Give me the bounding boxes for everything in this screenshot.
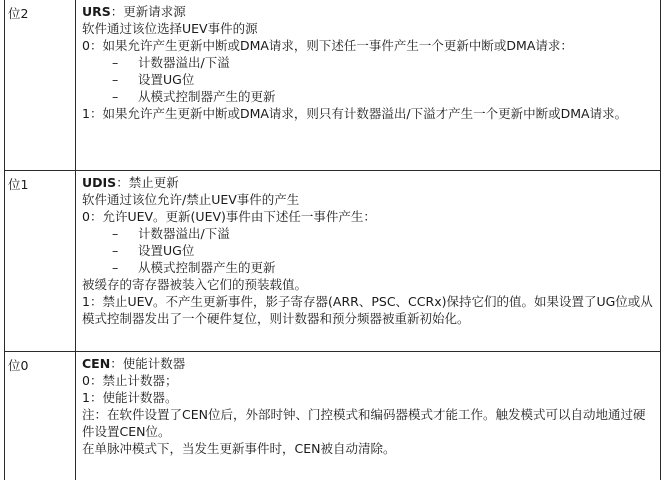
desc-line: 1：禁止UEV。不产生更新事件，影子寄存器(ARR、PSC、CCRx)保持它们的值。如果设置了UG位或从模式控制器发出了一个硬件复位，则计数器和预分频器被重新初始化。	[82, 294, 653, 326]
desc-line: 软件通过该位允许/禁止UEV事件的产生	[82, 192, 300, 207]
bit-name: URS	[82, 4, 111, 19]
bullet-item	[82, 88, 654, 105]
bit-title-text: ：使能计数器	[110, 356, 186, 371]
bullet-item	[82, 54, 654, 71]
bullet-dash: –	[112, 72, 119, 87]
bullet-text: 从模式控制器产生的更新	[138, 89, 276, 104]
bit-description	[76, 352, 660, 480]
desc-line: 在单脉冲模式下，当发生更新事件时，CEN被自动清除。	[82, 441, 396, 456]
bit-number: 位2	[5, 0, 76, 170]
bullet-text: 设置UG位	[138, 72, 195, 87]
register-bit-table	[4, 0, 661, 480]
bit-title	[82, 174, 654, 191]
table-row-bit2	[5, 0, 660, 171]
bit-name: UDIS	[82, 175, 117, 190]
bit-number: 位0	[5, 352, 76, 480]
bullet-item	[82, 71, 654, 88]
bullet-dash: –	[112, 243, 119, 258]
desc-line: 被缓存的寄存器被装入它们的预装载值。	[82, 277, 308, 292]
bullet-dash: –	[112, 260, 119, 275]
bullet-dash: –	[112, 226, 119, 241]
bullet-item	[82, 225, 654, 242]
desc-line: 0：如果允许产生更新中断或DMA请求，则下述任一事件产生一个更新中断或DMA请求：	[82, 38, 573, 53]
table-row-bit1	[5, 171, 660, 352]
bullet-text: 从模式控制器产生的更新	[138, 260, 276, 275]
bullet-text: 计数器溢出/下溢	[138, 55, 230, 70]
desc-line: 0：禁止计数器；	[82, 373, 178, 388]
bit-title	[82, 3, 654, 20]
bullet-text: 计数器溢出/下溢	[138, 226, 230, 241]
bit-title	[82, 355, 654, 372]
bullet-dash: –	[112, 55, 119, 70]
bit-name: CEN	[82, 356, 111, 371]
table-row-bit0	[5, 352, 660, 480]
desc-line: 软件通过该位选择UEV事件的源	[82, 21, 258, 36]
desc-line: 1：使能计数器。	[82, 390, 178, 405]
desc-line: 注：在软件设置了CEN位后，外部时钟、门控模式和编码器模式才能工作。触发模式可以自动地通过硬件设置CEN位。	[82, 407, 646, 439]
bit-title-text: ：禁止更新	[116, 175, 179, 190]
bullet-text: 设置UG位	[138, 243, 195, 258]
desc-line: 1：如果允许产生更新中断或DMA请求，则只有计数器溢出/下溢才产生一个更新中断或DMA请求。	[82, 106, 628, 121]
bullet-item	[82, 242, 654, 259]
bit-number: 位1	[5, 171, 76, 351]
bit-title-text: ：更新请求源	[110, 4, 186, 19]
bit-description	[76, 171, 660, 351]
bit-description	[76, 0, 660, 170]
bullet-item	[82, 259, 654, 276]
desc-line: 0：允许UEV。更新(UEV)事件由下述任一事件产生：	[82, 209, 376, 224]
bullet-dash: –	[112, 89, 119, 104]
